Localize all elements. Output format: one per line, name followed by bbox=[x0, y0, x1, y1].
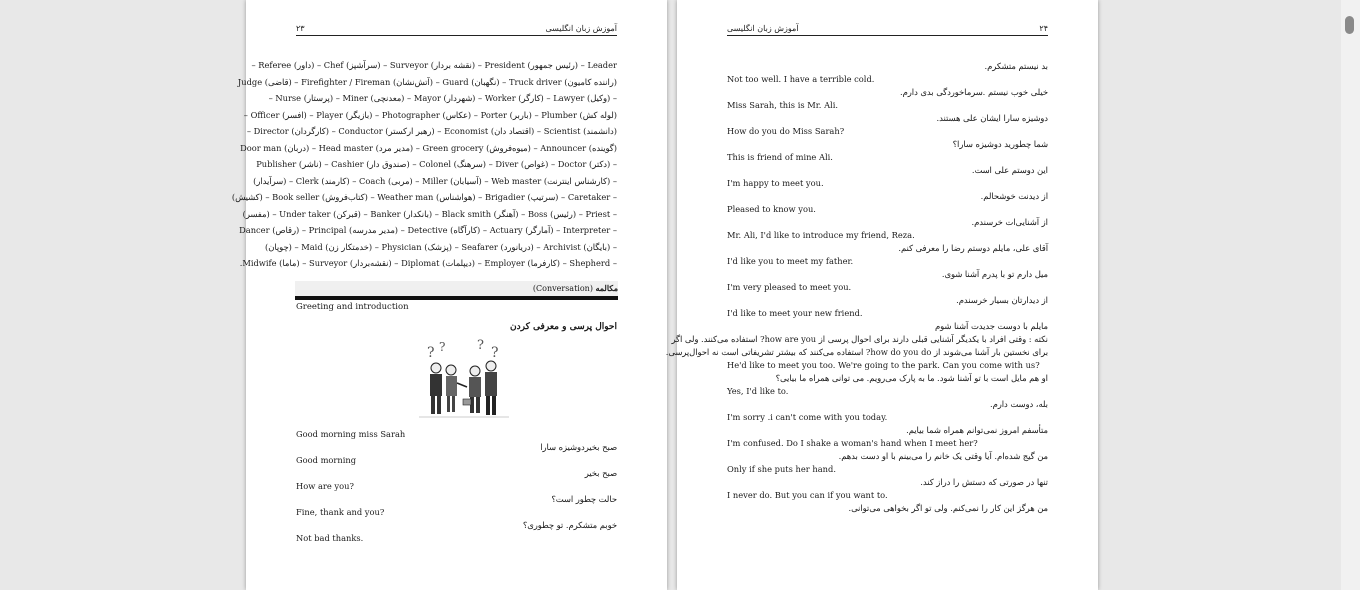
left-page bbox=[231, 0, 667, 590]
page-number: ۲۳ bbox=[296, 24, 305, 33]
vertical-scrollbar[interactable] bbox=[1341, 0, 1360, 590]
dialogue-line: Yes, I'd like to. bbox=[727, 386, 789, 396]
job-line: Leader – (رئیس جمهور) President – (نقشه بردار) Surveyor – (سرآشپز) Chef – (داور) Referee – bbox=[251, 60, 617, 70]
note-line: برای نخستین بار آشنا می‌شوند از how do you do? استفاده می‌کنند که بیشتر تشریفاتی است نه احوال‌پرسی. bbox=[665, 347, 1048, 357]
page-number: ۲۴ bbox=[1039, 24, 1048, 33]
job-list bbox=[231, 60, 617, 275]
job-line: – Interpreter – (آمارگر) Actuary – (کارآگاه) Detective – (مدیر مدرسه) Principal – (رقاص) Dancer bbox=[239, 225, 617, 235]
dialogue bbox=[665, 60, 1048, 515]
dialogue-line: آقای علی، مایلم دوستم رضا را معرفی کنم. bbox=[898, 243, 1048, 253]
dialogue-line: من گیج شده‌ام. آیا وقتی یک خانم را می‌بینم با او دست بدهم. bbox=[838, 451, 1048, 461]
dialogue-line: از دیدنت خوشحالم. bbox=[980, 191, 1048, 201]
job-line: (دانشمند) Scientist – (اقتصاد دان) Economist – (رهبر ارکستر) Conductor – (کارگردان) Director – bbox=[246, 126, 617, 136]
dialogue-line: Only if she puts her hand. bbox=[727, 464, 836, 474]
dialogue-line: مایلم با دوست جدیدت آشنا شوم bbox=[935, 321, 1048, 331]
dialogue-line: Miss Sarah, this is Mr. Ali. bbox=[727, 100, 838, 110]
dialogue-line: دوشیزه سارا ایشان علی هستند. bbox=[936, 113, 1048, 123]
dialogue-line: متأسفم امروز نمی‌توانم همراه شما بیایم. bbox=[906, 425, 1048, 435]
header-title: آموزش زبان انگلیسی bbox=[727, 24, 799, 33]
dialogue-line: How are you? bbox=[296, 481, 354, 491]
dialogue-line: بله، دوست دارم. bbox=[989, 399, 1048, 409]
conversation-title-en: (Conversation) bbox=[532, 284, 593, 293]
job-line: – (بایگان) Archivist – (دریانورد) Seafarer – (پزشک) Physician – (خدمتکار زن) Maid – (چوپان) bbox=[264, 241, 617, 252]
dialogue-line: او هم مایل است با تو آشنا شود. ما به پارک می‌رویم. می توانی همراه ما بیایی؟ bbox=[775, 373, 1048, 383]
dialogue-line: Pleased to know you. bbox=[727, 204, 816, 214]
svg-text:?: ? bbox=[477, 338, 484, 353]
dialogue-line: I'm confused. Do I shake a woman's hand when I meet her? bbox=[727, 438, 978, 448]
dialogue-line: از دیدارتان بسیار خرسندم. bbox=[956, 295, 1048, 305]
dialogue-line: Not bad thanks. bbox=[296, 533, 364, 543]
dialogue-line: Good morning miss Sarah bbox=[296, 429, 406, 439]
dialogue-line: خوبم متشکرم. تو چطوری؟ bbox=[522, 520, 617, 530]
dialogue-line: I never do. But you can if you want to. bbox=[727, 490, 888, 500]
dialogue-line: Not too well. I have a terrible cold. bbox=[727, 74, 875, 84]
dialogue-line: Good morning bbox=[296, 455, 357, 465]
job-line: – (دکتر) Doctor – (غواص) Diver – (سرهنگ) Colonel – (صندوق دار) Cashier – (ناشر) Publisher bbox=[256, 159, 617, 169]
svg-text:?: ? bbox=[427, 345, 435, 361]
dialogue-line: I'd like you to meet my father. bbox=[727, 256, 854, 266]
job-line: – Priest – (رئیس) Boss – (آهنگر) Black smith – (بانکدار) Banker – (قبرکن) Under taker – (مفسر) bbox=[242, 208, 617, 219]
dialogue-line: میل دارم تو با پدرم آشنا شوی. bbox=[941, 269, 1048, 279]
job-line: (لوله کش) Plumber – (باربر) Porter – (عکاس) Photographer – (بازیگر) Player – (افسر) Officer – bbox=[243, 109, 617, 120]
page-header bbox=[727, 24, 1048, 36]
dialogue-line: از آشنایی‌ات خرسندم. bbox=[971, 217, 1048, 227]
job-line: (راننده کامیون) Truck driver – (نگهبان) Guard – (آتش‌نشان) Firefighter / Fireman – (قاضی) Judge bbox=[237, 76, 617, 87]
dialogue-line: این دوستم علی است. bbox=[971, 165, 1048, 175]
scrollbar-thumb[interactable] bbox=[1345, 16, 1354, 34]
job-line: – (وکیل) Lawyer – (کارگر) Worker – (شهردار) Mayor – (معدنچی) Miner – (پرستار) Nurse – bbox=[268, 93, 617, 103]
dialogue-line: I'm very pleased to meet you. bbox=[727, 282, 852, 292]
greeting-title-fa: احوال پرسی و معرفی کردن bbox=[510, 322, 617, 332]
svg-text:?: ? bbox=[439, 340, 446, 354]
right-page bbox=[665, 0, 1098, 590]
header-title: آموزش زبان انگلیسی bbox=[545, 24, 617, 33]
dialogue-line: This is friend of mine Ali. bbox=[727, 152, 833, 162]
dialogue-line: I'd like to meet your new friend. bbox=[727, 308, 863, 318]
dialogue-line: حالت چطور است؟ bbox=[551, 494, 617, 504]
note-line: نکته : وقتی افراد با یکدیگر آشنایی قبلی دارند برای احوال پرسی از how are you? استفاده می‌کنند. ولی اگر bbox=[671, 334, 1048, 344]
dialogue-line: I'm happy to meet you. bbox=[727, 178, 824, 188]
greeting-illustration bbox=[419, 335, 509, 420]
svg-text:?: ? bbox=[491, 345, 499, 361]
dialogue-line: Mr. Ali, I'd like to introduce my friend, Reza. bbox=[727, 230, 915, 240]
dialogue-line: صبح بخیر bbox=[584, 468, 617, 478]
dialogue-line: من هرگز این کار را نمی‌کنم. ولی تو اگر بخواهی می‌توانی. bbox=[848, 503, 1048, 513]
job-line: – (کارشناس اینترنت) Web master – (آسیابان) Miller – (مربی) Coach – (کارمند) Clerk – (سرآیدار) bbox=[253, 175, 617, 186]
dialogue-line: He'd like to meet you too. We're going to the park. Can you come with us? bbox=[727, 360, 1040, 370]
dialogue-line: تنها در صورتی که دستش را دراز کند. bbox=[920, 477, 1048, 487]
dialogue-line: خیلی خوب نیستم .سرماخوردگی بدی دارم. bbox=[899, 87, 1048, 97]
job-line: – Shepherd – (کارفرما) Employer – (دیپلمات) Diplomat – (نقشه‌بردار) Surveyor – (ماما) Midwife. bbox=[239, 258, 617, 268]
dialogue-line: I'm sorry .i can't come with you today. bbox=[727, 412, 888, 422]
conversation-heading bbox=[295, 281, 618, 300]
page-header bbox=[296, 24, 617, 36]
dialogue-line: How do you do Miss Sarah? bbox=[727, 126, 845, 136]
job-line: – Caretaker – (سرتیپ) Brigadier – (هواشناس) Weather man – (کتاب‌فروش) Book seller – (کشیش) bbox=[231, 192, 617, 202]
greeting-title-en: Greeting and introduction bbox=[296, 302, 409, 312]
dialogue-line: بد نیستم متشکرم. bbox=[984, 61, 1048, 71]
dialogue-line: شما چطورید دوشیزه سارا؟ bbox=[952, 139, 1048, 149]
dialogue bbox=[296, 428, 617, 545]
job-line: (گوینده) Announcer – (میوه‌فروش) Green grocery – (مدیر مرد) Head master – (دربان) Door man bbox=[240, 142, 617, 153]
dialogue-line: صبح بخیردوشیزه سارا bbox=[540, 442, 617, 452]
dialogue-line: Fine, thank and you? bbox=[296, 507, 385, 517]
conversation-title-fa: مکالمه bbox=[595, 283, 618, 293]
